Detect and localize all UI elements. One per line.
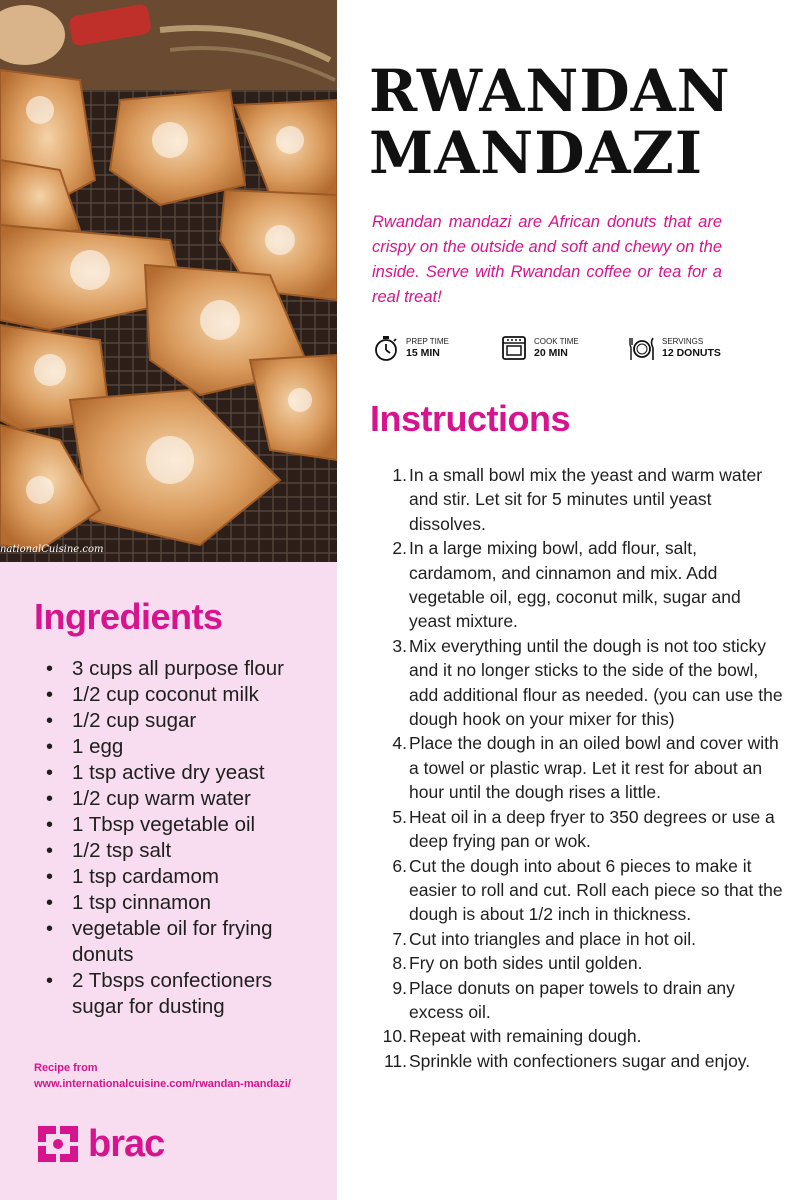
ingredients-panel xyxy=(0,562,337,1200)
instruction-step xyxy=(377,976,787,1025)
step-text: Fry on both sides until golden. xyxy=(409,953,643,974)
meta-label: COOK TIME xyxy=(534,337,579,346)
recipe-title-line-1: RWANDAN xyxy=(369,57,731,125)
recipe-meta xyxy=(372,334,736,362)
photo-watermark: nationalCuisine.com xyxy=(0,544,104,555)
ingredient-item: • 1/2 cup coconut milk xyxy=(34,682,315,708)
ingredient-item: • 1/2 cup warm water xyxy=(34,786,315,812)
ingredient-item: • 1/2 tsp salt xyxy=(34,838,315,864)
step-number: 2. xyxy=(392,538,407,559)
meta-value: 15 MIN xyxy=(406,347,440,359)
step-text: Place the dough in an oiled bowl and cover with a towel or plastic wrap. Let it rest for about an hour until the dough rises a little. xyxy=(409,733,779,803)
instruction-step xyxy=(377,731,787,804)
recipe-source xyxy=(34,1060,291,1092)
step-text: Cut into triangles and place in hot oil. xyxy=(409,928,696,949)
ingredients-list xyxy=(34,656,315,1020)
recipe-source-link[interactable]: www.internationalcuisine.com/rwandan-mandazi/ xyxy=(34,1078,291,1090)
instruction-step xyxy=(377,634,787,732)
instruction-step xyxy=(377,536,787,634)
ingredient-item: • 2 Tbsps confectioners sugar for dusting xyxy=(34,968,315,1020)
step-text: In a large mixing bowl, add flour, salt, cardamom, and cinnamon and mix. Add vegetable oil, egg, coconut milk, sugar and yeast mixture. xyxy=(409,538,741,632)
ingredient-item: • 1 egg xyxy=(34,734,315,760)
step-text: Heat oil in a deep fryer to 350 degrees or use a deep frying pan or wok. xyxy=(409,806,775,852)
ingredient-item: • 1 Tbsp vegetable oil xyxy=(34,812,315,838)
meta-label: SERVINGS xyxy=(662,337,704,346)
step-number: 3. xyxy=(392,635,407,656)
step-number: 11. xyxy=(383,1050,407,1071)
instruction-step xyxy=(377,463,787,536)
step-text: In a small bowl mix the yeast and warm water and stir. Let sit for 5 minutes until yeast dissolves. xyxy=(409,465,763,534)
step-number: 5. xyxy=(392,806,407,827)
brac-logo-icon xyxy=(34,1120,82,1168)
recipe-title-line-2: MANDAZI xyxy=(369,119,703,187)
stopwatch-icon xyxy=(372,334,400,362)
ingredient-item: • 3 cups all purpose flour xyxy=(34,656,315,682)
oven-icon xyxy=(500,334,528,362)
meta-value: 12 DONUTS xyxy=(662,347,721,359)
meta-cook-time xyxy=(500,334,608,362)
ingredient-item: • 1 tsp cinnamon xyxy=(34,890,315,916)
step-text: Cut the dough into about 6 pieces to make it easier to roll and cut. Roll each piece so that the dough is about 1/2 inch in thickness. xyxy=(409,855,783,925)
step-text: Place donuts on paper towels to drain any excess oil. xyxy=(409,977,735,1022)
instruction-step xyxy=(377,854,787,927)
step-text: Repeat with remaining dough. xyxy=(409,1026,642,1047)
instruction-step xyxy=(377,951,787,975)
plate-cutlery-icon xyxy=(628,334,656,362)
step-number: 9. xyxy=(392,977,407,998)
recipe-intro: Rwandan mandazi are African donuts that are crispy on the outside and soft and chewy on the inside. Serve with Rwandan coffee or tea for a real treat! xyxy=(372,213,722,306)
step-number: 10. xyxy=(382,1026,407,1047)
step-number: 1. xyxy=(392,465,407,485)
brac-wordmark: brac xyxy=(88,1122,165,1165)
instruction-step xyxy=(377,1024,787,1048)
recipe-source-label: Recipe from xyxy=(34,1062,98,1074)
ingredient-item: • vegetable oil for frying donuts xyxy=(34,916,315,968)
step-number: 4. xyxy=(392,733,407,754)
instruction-step xyxy=(377,927,787,951)
recipe-title xyxy=(369,57,731,187)
mandazi-photo xyxy=(0,0,337,562)
right-column xyxy=(337,0,800,1200)
step-number: 6. xyxy=(392,855,407,876)
meta-label: PREP TIME xyxy=(406,337,449,346)
brac-brand xyxy=(34,1120,164,1168)
step-number: 7. xyxy=(392,928,407,949)
ingredient-item: • 1 tsp cardamom xyxy=(34,864,315,890)
instruction-step xyxy=(377,805,787,854)
step-text: Sprinkle with confectioners sugar and enjoy. xyxy=(409,1050,751,1071)
ingredient-item: • 1/2 cup sugar xyxy=(34,708,315,734)
meta-servings xyxy=(628,334,736,362)
left-column xyxy=(0,0,337,1200)
step-text: Mix everything until the dough is not too sticky and it no longer sticks to the side of the bowl, add additional flour as needed. (you can use the dough hook on your mixer for this) xyxy=(409,635,783,730)
meta-prep-time xyxy=(372,334,480,362)
ingredients-heading: Ingredients xyxy=(34,596,223,637)
ingredient-item: • 1 tsp active dry yeast xyxy=(34,760,315,786)
instruction-step xyxy=(377,1049,787,1073)
instructions-heading: Instructions xyxy=(370,398,571,439)
step-number: 8. xyxy=(392,953,407,974)
meta-value: 20 MIN xyxy=(534,347,568,359)
instructions-list xyxy=(377,463,787,1073)
mandazi-photo-illustration xyxy=(0,0,337,562)
